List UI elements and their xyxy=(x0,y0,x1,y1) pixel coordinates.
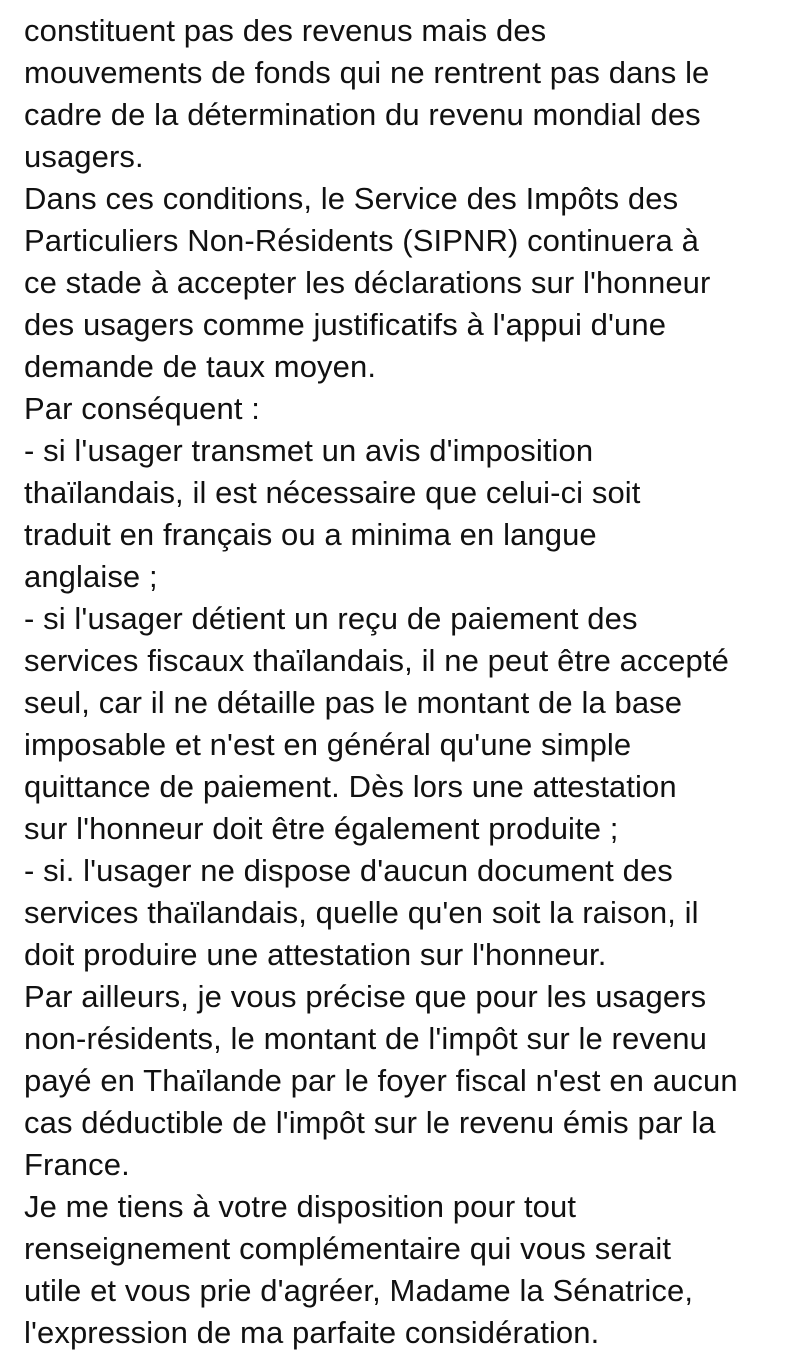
text-line: Par ailleurs, je vous précise que pour les usagers xyxy=(24,979,707,1014)
text-line: l'expression de ma parfaite considération. xyxy=(24,1315,600,1350)
text-line: des usagers comme justificatifs à l'appui d'une xyxy=(24,307,667,342)
text-line: ce stade à accepter les déclarations sur l'honneur xyxy=(24,265,711,300)
text-line: constituent pas des revenus mais des xyxy=(24,13,547,48)
text-line: - si l'usager transmet un avis d'imposition xyxy=(24,433,594,468)
text-line: anglaise ; xyxy=(24,559,158,594)
text-line: payé en Thaïlande par le foyer fiscal n'est en aucun xyxy=(24,1063,738,1098)
text-line: Par conséquent : xyxy=(24,391,260,426)
text-line: utile et vous prie d'agréer, Madame la Sénatrice, xyxy=(24,1273,694,1308)
text-line: non-résidents, le montant de l'impôt sur le revenu xyxy=(24,1021,707,1056)
text-line: cadre de la détermination du revenu mondial des xyxy=(24,97,701,132)
text-line: services thaïlandais, quelle qu'en soit la raison, il xyxy=(24,895,699,930)
text-line: traduit en français ou a minima en langue xyxy=(24,517,597,552)
text-line: Je me tiens à votre disposition pour tout xyxy=(24,1189,577,1224)
text-line: - si. l'usager ne dispose d'aucun document des xyxy=(24,853,673,888)
text-line: quittance de paiement. Dès lors une attestation xyxy=(24,769,677,804)
text-line: seul, car il ne détaille pas le montant de la base xyxy=(24,685,683,720)
text-line: mouvements de fonds qui ne rentrent pas dans le xyxy=(24,55,710,90)
text-line: doit produire une attestation sur l'honneur. xyxy=(24,937,607,972)
text-line: imposable et n'est en général qu'une simple xyxy=(24,727,632,762)
text-line: France. xyxy=(24,1147,130,1182)
text-line: Dans ces conditions, le Service des Impôts des xyxy=(24,181,679,216)
text-line: cas déductible de l'impôt sur le revenu émis par la xyxy=(24,1105,716,1140)
text-line: sur l'honneur doit être également produite ; xyxy=(24,811,619,846)
text-line: demande de taux moyen. xyxy=(24,349,377,384)
text-line: renseignement complémentaire qui vous serait xyxy=(24,1231,672,1266)
text-line: Particuliers Non-Résidents (SIPNR) continuera à xyxy=(24,223,699,258)
text-line: usagers. xyxy=(24,139,144,174)
text-line: thaïlandais, il est nécessaire que celui-ci soit xyxy=(24,475,641,510)
text-line: - si l'usager détient un reçu de paiement des xyxy=(24,601,638,636)
text-line: services fiscaux thaïlandais, il ne peut être accepté xyxy=(24,643,729,678)
